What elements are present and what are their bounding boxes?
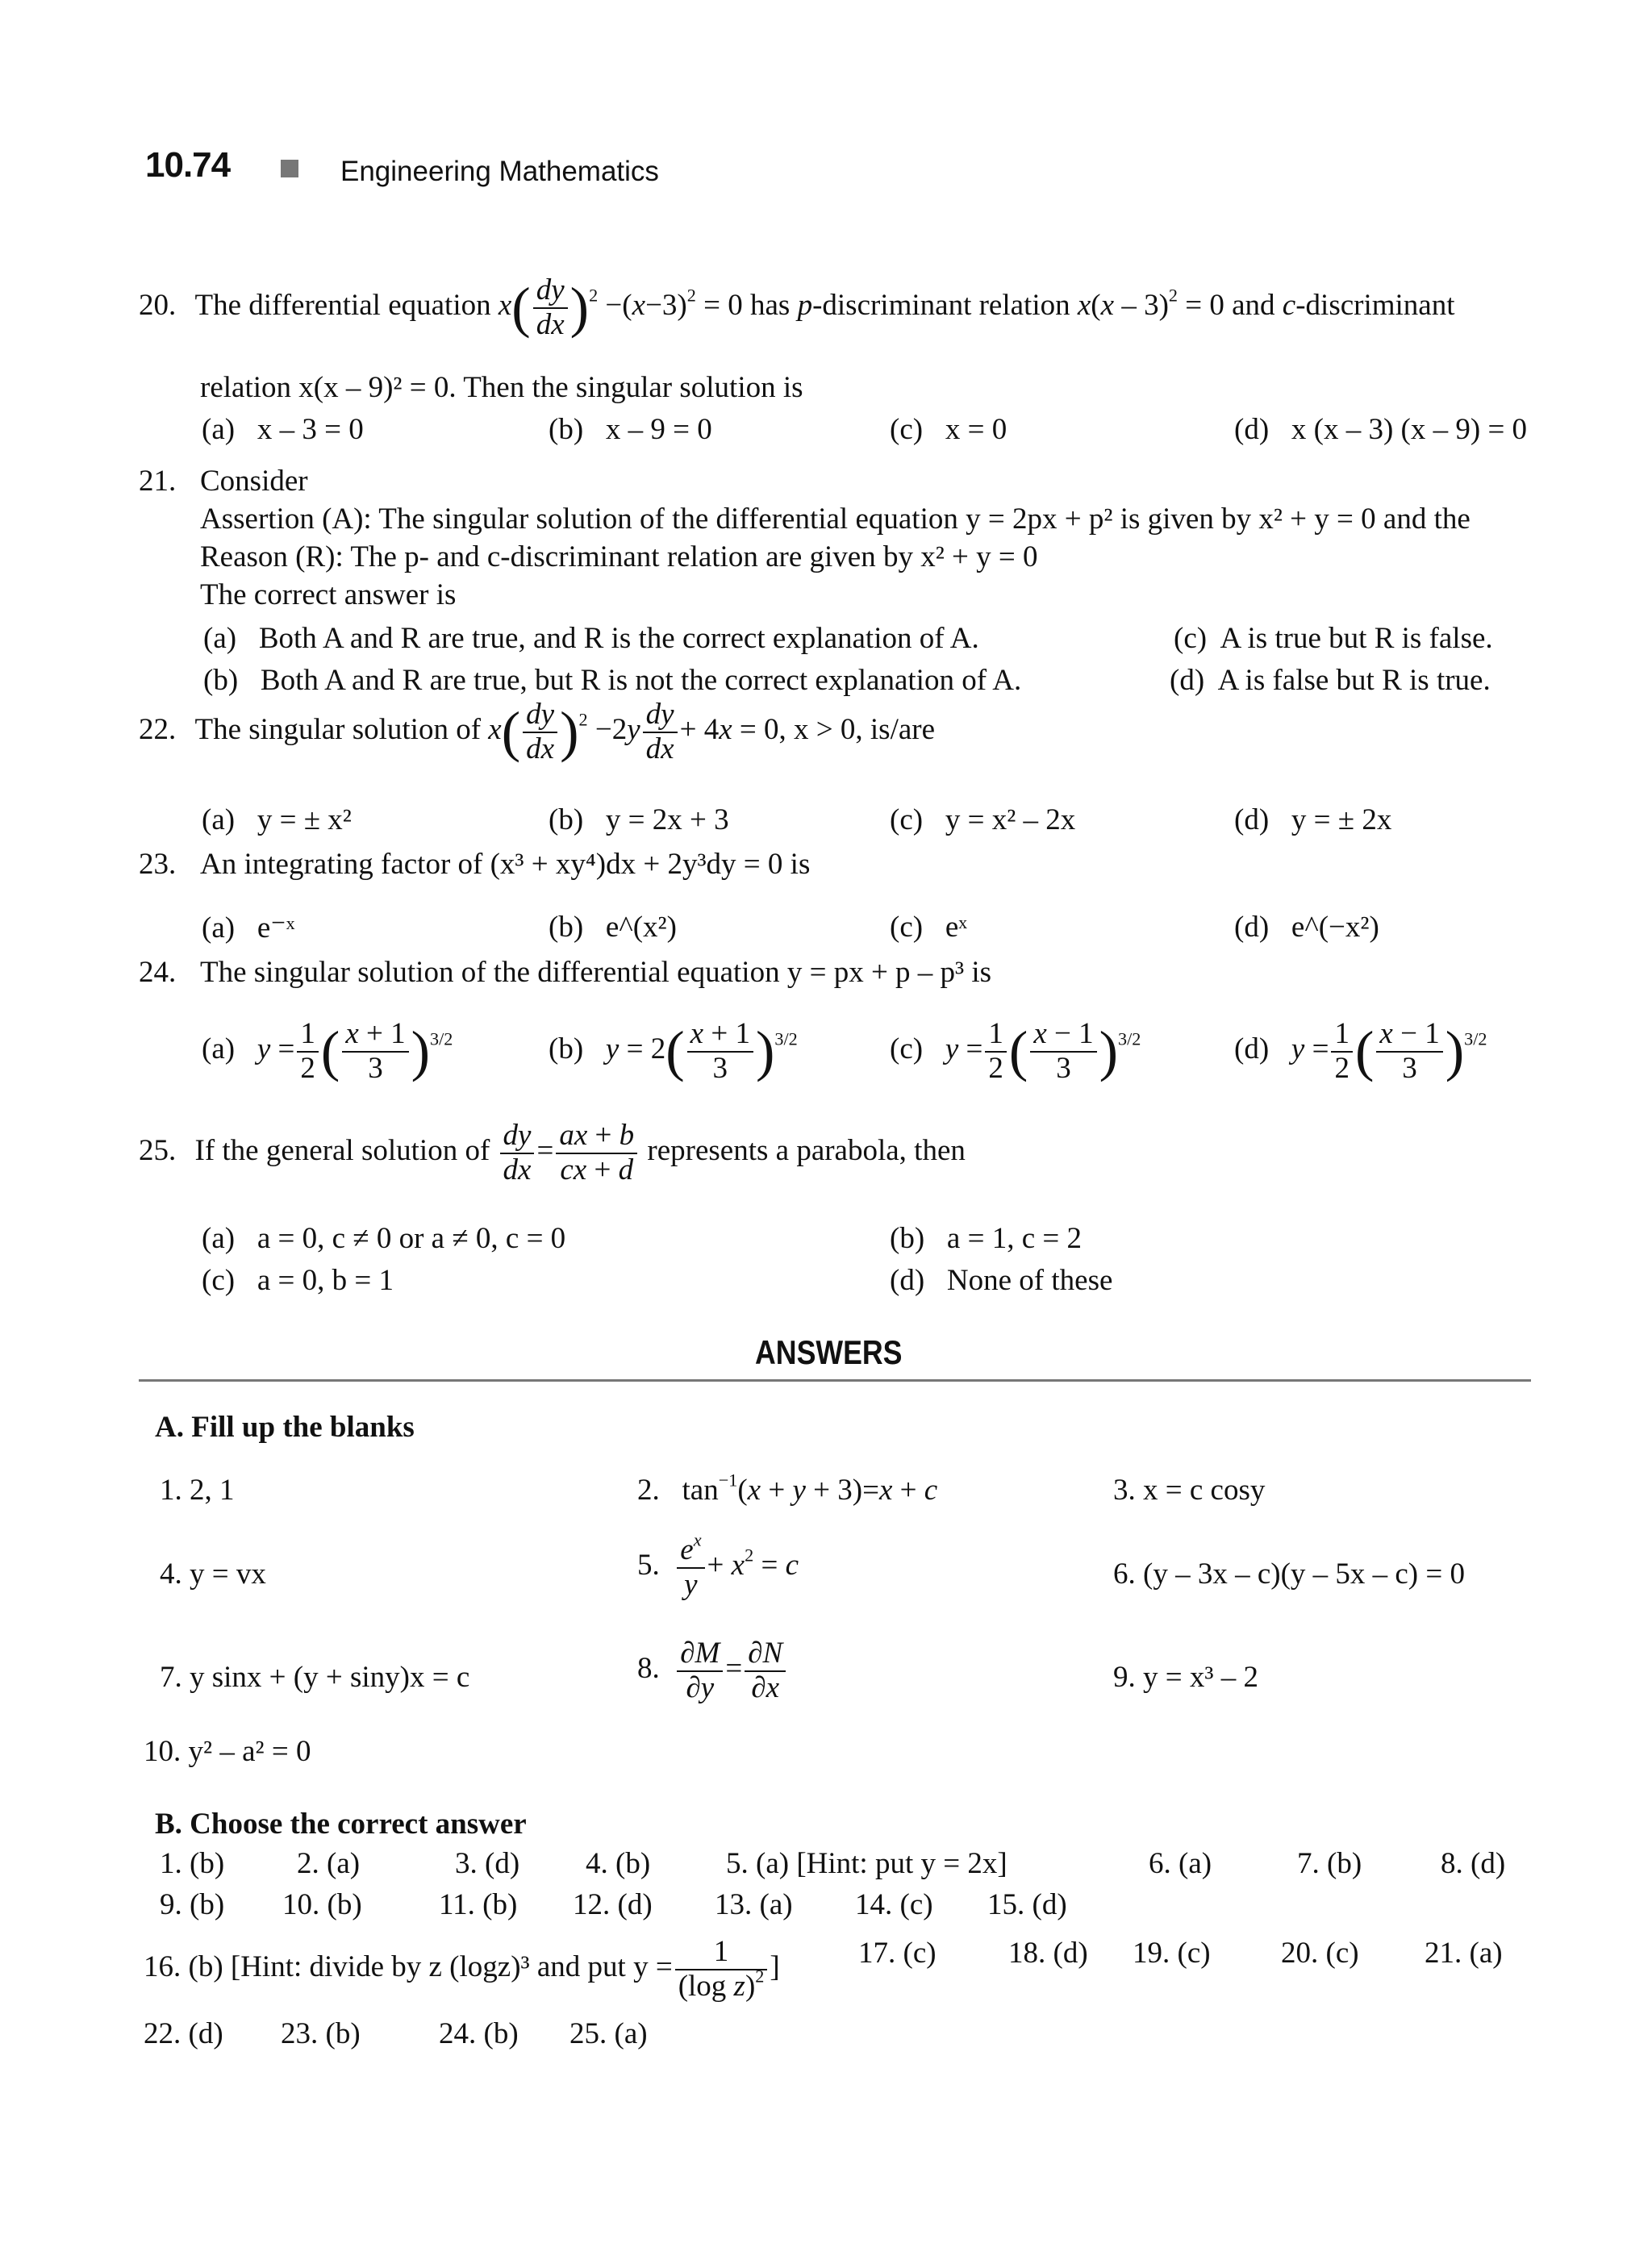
q22-option-d: (d) y = ± 2x — [1234, 803, 1392, 836]
q20-lead: The differential equation — [194, 289, 491, 323]
answer-a4: 4. y = vx — [160, 1558, 266, 1591]
q23-option-b: (b) e^(x²) — [549, 911, 677, 944]
q24-option-d: (d) y = $\frac{1}{2}$ ( $\frac{x - 1}{3}$ )$^{3/2}$ — [1234, 1017, 1487, 1085]
q21-prompt: The correct answer is — [200, 578, 457, 611]
q20-tail: = 0 and — [1185, 289, 1275, 323]
q21-reason: Reason (R): The p- and c-discriminant relation are given by x² + y = 0 — [200, 540, 1038, 573]
section-b-title: B. Choose the correct answer — [155, 1808, 527, 1841]
book-title: Engineering Mathematics — [340, 156, 659, 187]
q21-assertion: Assertion (A): The singular solution of the differential equation y = 2px + p² is given by x² + y = 0 and the — [200, 502, 1471, 536]
answer-a7: 7. y sinx + (y + siny)x = c — [160, 1661, 470, 1694]
answer-a3: 3. x = c cosy — [1113, 1474, 1266, 1507]
answer-a10: 10. y² – a² = 0 — [144, 1735, 311, 1768]
q25-option-a: (a) a = 0, c ≠ 0 or a ≠ 0, c = 0 — [202, 1222, 566, 1255]
q22-option-b: (b) y = 2x + 3 — [549, 803, 729, 836]
q20-number: 20. — [139, 289, 177, 323]
question-20: 20. The differential equation x( $\frac{dy}{dx}$ )$^2 -(x-3)^2 = 0$ has p-discriminant relation x(x – 3)$^2$ = 0 and c-discriminant — [139, 273, 1455, 341]
q24-number: 24. — [139, 956, 177, 989]
q23-option-a: (a) e⁻ˣ — [202, 911, 295, 945]
q20-option-a: (a) x – 3 = 0 — [202, 413, 364, 446]
q24-option-b: (b) y = 2( $\frac{x + 1}{3}$ )$^{3/2}$ — [549, 1017, 798, 1085]
section-a-title: A. Fill up the blanks — [155, 1411, 415, 1444]
answer-b-row4: 22. (d) 23. (b) 24. (b) 25. (a) — [144, 2017, 648, 2050]
q21-option-d: (d) A is false but R is true. — [1170, 664, 1491, 697]
q22-lead: The singular solution of — [194, 713, 482, 747]
q20-mid2: -discriminant relation — [812, 289, 1070, 323]
answer-a9: 9. y = x³ – 2 — [1113, 1661, 1258, 1694]
q20-option-b: (b) x – 9 = 0 — [549, 413, 712, 446]
q22-option-c: (c) y = x² – 2x — [890, 803, 1076, 836]
answer-a6: 6. (y – 3x – c)(y – 5x – c) = 0 — [1113, 1558, 1465, 1591]
q25-number: 25. — [139, 1134, 177, 1168]
question-25 — [139, 1120, 966, 1186]
q21-number: 21. — [139, 465, 177, 498]
q21-option-b: (b) Both A and R are true, but R is not the correct explanation of A. — [203, 664, 1022, 697]
q25-option-c: (c) a = 0, b = 1 — [202, 1264, 394, 1297]
page-number: 10.74 — [145, 145, 231, 185]
answer-b-row3: 16. (b) [Hint: divide by z (logz)³ and put y = $\frac{1}{(\log z)^2}$ ] 17. (c) 18. (d) 19. (c) 20. (c) 21. (a) — [144, 1935, 1503, 2003]
q25-equation: $\frac{dy}{dx}$ = $\frac{ax + b}{cx + d}$ — [498, 1134, 640, 1167]
q23-text: An integrating factor of (x³ + xy⁴)dx + 2y³dy = 0 is — [200, 848, 811, 881]
q21-line1: Consider — [200, 465, 308, 498]
question-22 — [139, 698, 935, 765]
answer-a1: 1. 2, 1 — [160, 1474, 235, 1507]
q25-lead: If the general solution of — [194, 1134, 490, 1168]
q25-tail: represents a parabola, then — [647, 1134, 966, 1168]
answer-a5: 5. $\frac{e^x}{y}$ + $x^2 = c$ — [637, 1529, 799, 1601]
answer-b-row1: 1. (b) 2. (a) 3. (d) 4. (b) 5. (a) [Hint: put y = 2x] 6. (a) 7. (b) 8. (d) — [160, 1847, 1506, 1880]
q25-option-d: (d) None of these — [890, 1264, 1113, 1297]
answers-heading: ANSWERS — [755, 1333, 903, 1371]
q24-option-a: (a) y = $\frac{1}{2}$ ( $\frac{x + 1}{3}$ )$^{3/2}$ — [202, 1017, 453, 1085]
q22-number: 22. — [139, 713, 177, 747]
answer-a8: 8. $\frac{\partial M}{\partial y}$ = $\frac{\partial N}{\partial x}$ — [637, 1637, 788, 1704]
q20-tail2: -discriminant — [1295, 289, 1455, 323]
q20-mid: has — [749, 289, 791, 323]
answers-divider — [139, 1379, 1531, 1382]
q20-equation: x( $\frac{dy}{dx}$ )$^2 -(x-3)^2 = 0$ — [498, 273, 743, 341]
q20-option-d: (d) x (x – 3) (x – 9) = 0 — [1234, 413, 1528, 446]
q21-option-c: (c) A is true but R is false. — [1174, 622, 1493, 655]
q22-tail: = 0, x > 0, is/are — [739, 713, 936, 747]
q22-equation: x( $\frac{dy}{dx}$ )$^2$ −2y $\frac{dy}{dx}$ + 4x — [488, 698, 732, 765]
q21-option-a: (a) Both A and R are true, and R is the correct explanation of A. — [203, 622, 979, 655]
q20-option-c: (c) x = 0 — [890, 413, 1007, 446]
q23-option-c: (c) eˣ — [890, 911, 967, 944]
q23-number: 23. — [139, 848, 177, 881]
q20-line2: relation x(x – 9)² = 0. Then the singular solution is — [200, 371, 803, 404]
q24-option-c: (c) y = $\frac{1}{2}$ ( $\frac{x - 1}{3}$ )$^{3/2}$ — [890, 1017, 1141, 1085]
header-square-icon — [281, 160, 298, 177]
answer-a2: 2. $\tan^{-1}(x + y + 3)=x + c$ — [637, 1470, 938, 1507]
q24-text: The singular solution of the differential equation y = px + p – p³ is — [200, 956, 992, 989]
q25-option-b: (b) a = 1, c = 2 — [890, 1222, 1082, 1255]
q23-option-d: (d) e^(−x²) — [1234, 911, 1379, 944]
answer-b-row2: 9. (b) 10. (b) 11. (b) 12. (d) 13. (a) 14. (c) 15. (d) — [160, 1888, 1067, 1921]
q22-option-a: (a) y = ± x² — [202, 803, 352, 836]
